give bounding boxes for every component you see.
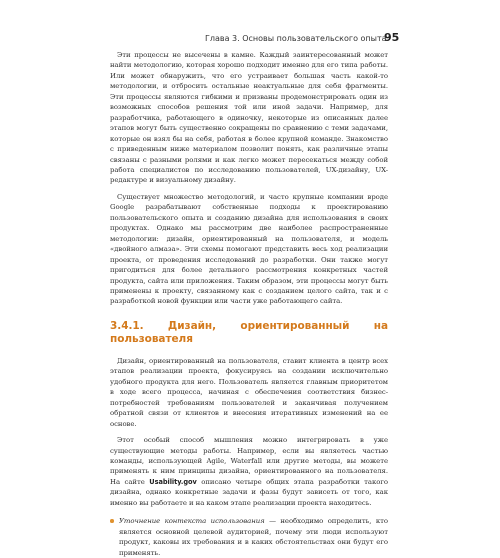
list-item: [110, 516, 388, 558]
paragraph-user-centered-integration: [110, 435, 388, 508]
stages-list: [110, 516, 388, 558]
list-item-term: Уточнение контекста использования: [119, 517, 265, 526]
usability-gov-link[interactable]: Usability.gov: [149, 477, 197, 486]
page-content: [110, 50, 388, 558]
page-number: 95: [384, 31, 400, 44]
running-head-chapter-title: Глава 3. Основы пользовательского опыта: [205, 34, 387, 43]
paragraph-methodologies-flexible: Эти процессы не высечены в камне. Каждый заинтересованный может найти методологию, которая хорошо подходит именно для его типа работы. Или может обнаружить, что его устраивает большая часть какой-то методологии, и отбросить остальные неактуальные для себя фрагменты. Эти процессы являются гибкими и призваны продемонстрировать один из возможных способов решения той или иной задачи. Например, для разработчика, работающего в одиночку, некоторые из описанных далее этапов могут быть существенно сокращены по сравнению с теми задачами, которые он взял бы на себя, работая в более крупной команде. Знакомство с приведенным ниже материалом позволит понять, как различные этапы связаны с разными ролями и как легко может пересекаться между собой работа специалистов по исследованию пользователей, UX-дизайну, UX-редактуре и визуальному дизайну.: [110, 51, 388, 185]
paragraph-user-centered-definition: Дизайн, ориентированный на пользователя, ставит клиента в центр всех этапов реализации проекта, фокусируясь на создании исключительно удобного продукта для него. Пользователь является главным приоритетом в ходе всего процесса, начиная с обеспечения соответствия бизнес-потребностей требованиям пользователей и заканчивая получением обратной связи от клиентов и внесения итеративных изменений на ее основе.: [110, 356, 388, 428]
bullet-dot-icon: [110, 519, 114, 523]
paragraph-text-after-link: описано четыре общих этапа разработки такого дизайна, однако конкретные задачи и фазы будут зависеть от того, как именно вы работаете и на каком этапе реализации проекта находитесь.: [110, 477, 388, 507]
paragraph-text-before-link: Этот особый способ мышления можно интегрировать в уже существующие методы работы. Например, если вы являетесь частью команды, использующей Agile, Waterfall или другие методы, вы можете применять к ним принципы дизайна, ориентированного на пользователя. На сайте: [110, 436, 388, 486]
list-item-text: — необходимо определить, кто является основной целевой аудиторией, почему эти люди используют продукт, каковы их требования и в каких обстоятельствах они будут его применять.: [119, 517, 389, 557]
paragraph-two-methodologies: Существует множество методологий, и часто крупные компании вроде Google разрабатывают собственные подходы к проектированию пользовательского опыта и созданию дизайна для использования в своих продуктах. Однако мы рассмотрим две наиболее распространенные методологии: дизайн, ориентированный на пользователя, и модель «двойного алмаза». Эти схемы помогают представить весь ход реализации проекта, от проведения исследований до разработки. Они также могут пригодиться для более детального рассмотрения конкретных частей продукта, сайта или приложения. Таким образом, эти процессы могут быть применены к проекту, связанному как с созданием целого сайта, так и с разработкой новой функции или части уже работающего сайта.: [110, 192, 388, 306]
section-heading: 3.4.1. Дизайн, ориентированный на пользователя: [110, 319, 388, 345]
